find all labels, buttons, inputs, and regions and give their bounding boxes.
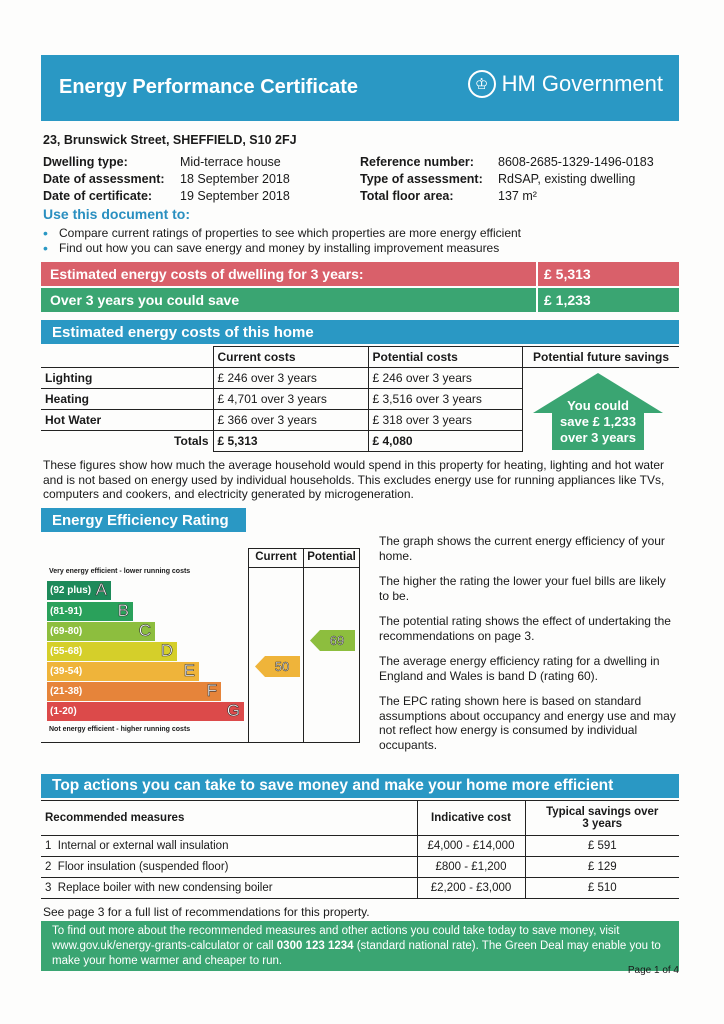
band-c: (69-80) C [47,622,155,641]
current-rating: 50 [274,659,290,674]
band-e: (39-54) E [47,662,199,681]
bullet-icon: • [43,240,48,256]
costs-heading: Estimated energy costs of this home [41,320,679,344]
costs-note: These figures show how much the average household would spend in this property for heating, lighting and hot water and is not based on energy used by individual households. This excludes energy use for running appliances like TVs, computers and cookers, and electricity generated by microgeneration. [43,458,665,501]
totals-row: Totals £ 5,313 £ 4,080 [41,431,523,452]
use-bullets [43,226,521,256]
band-f: (21-38) F [47,682,221,701]
gov-label: HM Government [501,71,663,96]
table-row: 2 Floor insulation (suspended floor) £800 - £1,200 £ 129 [41,857,679,878]
col-current: Current [255,551,297,563]
list-item: • Find out how you can save energy and money by installing improvement measures [43,240,500,256]
table-row: Lighting £ 246 over 3 years £ 246 over 3 years [41,368,523,389]
band-b: (81-91) B [47,602,133,621]
list-item: • Compare current ratings of properties to see which properties are more energy efficient [43,225,522,241]
use-heading: Use this document to: [43,206,191,222]
phone-number: 0300 123 1234 [276,940,354,952]
header-banner [41,55,679,121]
bullet-icon: • [43,225,48,241]
estimated-cost-bar: Estimated energy costs of dwelling for 3 years: £ 5,313 [41,262,679,286]
table-row: 3 Replace boiler with new condensing boiler £2,200 - £3,000 £ 510 [41,878,679,899]
table-row: 1 Internal or external wall insulation £4,000 - £14,000 £ 591 [41,836,679,857]
rating-explanation: The graph shows the current energy efficiency of your home. The higher the rating the lower your fuel bills are likely to be. The potential rating shows the effect of undertaking the recommendations on page 3. The average energy efficiency rating for a dwelling in England and Wales is band D (rating 60). The EPC rating shown here is based on standard assumptions about occupancy and energy use and may not reflect how energy is consumed by individual occupants. [379,534,676,752]
table-row: Hot Water £ 366 over 3 years £ 318 over 3 years [41,410,523,431]
band-g: (1-20) G [47,702,244,721]
table-row: Heating £ 4,701 over 3 years £ 3,516 over 3 years [41,389,523,410]
actions-heading: Top actions you can take to save money and make your home more efficient [41,774,679,798]
see-page-3: See page 3 for a full list of recommendations for this property. [43,905,370,919]
footer-panel: To find out more about the recommended measures and other actions you could take today to save money, visit www.gov.uk/energy-grants-calculator or call 0300 123 1234 (standard national rate). The Green Deal may enable you to make your home warmer and cheaper to run. [41,921,679,971]
meta-right: Reference number: 8608-2685-1329-1496-0183 Type of assessment: RdSAP, existing dwelling Total floor area: 137 m² [360,155,654,203]
band-d: (55-68) D [47,642,177,661]
crest-icon: ♔ [468,70,496,98]
hm-government-logo [468,70,663,98]
rating-heading: Energy Efficiency Rating [41,508,246,532]
savings-arrow-text: You could save £ 1,233 over 3 years [560,398,636,445]
property-address: 23, Brunswick Street, SHEFFIELD, S10 2FJ [43,133,297,147]
costs-table: Current costs Potential costs Lighting £ 246 over 3 years £ 246 over 3 years Heating £ 4,701 over 3 years £ 3,516 over 3 years Hot Water £ 366 over 3 years £ 318 over 3 years Totals £ 5,313 £ 4,080 [41,346,523,452]
savings-table: Potential future savings [522,346,679,452]
band-a: (92 plus) A [47,581,111,600]
col-potential: Potential [307,551,356,563]
actions-table: Recommended measures Indicative cost Typical savings over 3 years 1 Internal or external wall insulation £4,000 - £14,000 £ 591 2 Floor insulation (suspended floor) £800 - £1,200 £ 129 3 Replace boiler with new condensing boiler £2,200 - £3,000 £ 510 [41,800,679,899]
efficient-note: Very energy efficient - lower running costs [49,568,191,575]
meta-left: Dwelling type: Mid-terrace house Date of assessment: 18 September 2018 Date of certificate: 19 September 2018 [43,155,290,203]
savings-bar: Over 3 years you could save £ 1,233 [41,288,679,312]
page-title: Energy Performance Certificate [59,76,359,98]
inefficient-note: Not energy efficient - higher running costs [49,726,191,733]
page-number: Page 1 of 4 [627,965,679,976]
potential-rating: 69 [329,633,345,648]
